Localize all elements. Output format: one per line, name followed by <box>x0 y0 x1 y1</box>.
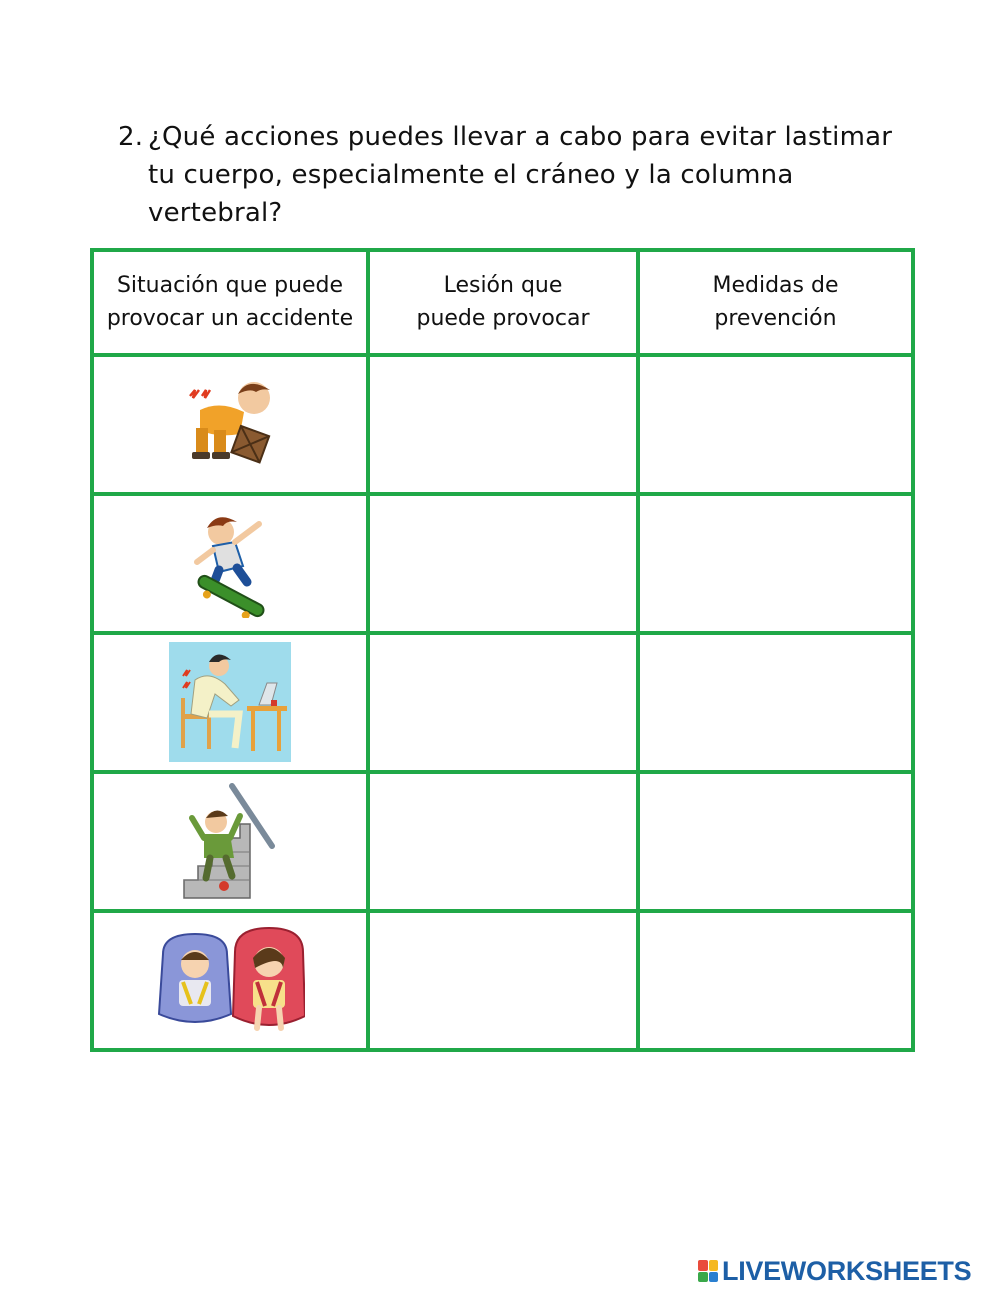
table-row <box>92 355 913 494</box>
table-row <box>92 633 913 772</box>
situation-image-cell <box>92 633 368 772</box>
brand-footer <box>698 1255 972 1286</box>
table-row <box>92 494 913 633</box>
medidas-input-cell[interactable] <box>638 911 913 1050</box>
lifting-box-back-pain-icon <box>180 374 280 474</box>
situation-image-cell <box>92 772 368 911</box>
skateboard-jump-icon <box>185 508 275 618</box>
answer-table <box>90 248 915 1052</box>
medidas-input-cell[interactable] <box>638 355 913 494</box>
lesion-input-cell[interactable] <box>368 633 638 772</box>
header-medidas: Medidas de prevención <box>638 250 913 355</box>
lesion-input-cell[interactable] <box>368 494 638 633</box>
situation-image-cell <box>92 911 368 1050</box>
table-row <box>92 772 913 911</box>
lesion-input-cell[interactable] <box>368 911 638 1050</box>
falling-down-stairs-icon <box>180 782 280 900</box>
lesion-input-cell[interactable] <box>368 355 638 494</box>
medidas-input-cell[interactable] <box>638 494 913 633</box>
medidas-input-cell[interactable] <box>638 772 913 911</box>
table-row <box>92 911 913 1050</box>
question-text: ¿Qué acciones puedes llevar a cabo para evitar lastimar tu cuerpo, especialmente el cráneo y la columna vertebral? <box>148 122 893 228</box>
brand-name: LIVEWORKSHEETS <box>722 1255 972 1286</box>
table-header-row <box>92 250 913 355</box>
header-lesion: Lesión que puede provocar <box>368 250 638 355</box>
lesion-input-cell[interactable] <box>368 772 638 911</box>
child-car-seats-icon <box>155 924 305 1036</box>
header-situacion: Situación que puede provocar un accidente <box>92 250 368 355</box>
question-number: 2. <box>118 122 144 152</box>
bad-posture-desk-icon <box>169 642 291 762</box>
medidas-input-cell[interactable] <box>638 633 913 772</box>
situation-image-cell <box>92 355 368 494</box>
situation-image-cell <box>92 494 368 633</box>
liveworksheets-logo-icon <box>698 1260 718 1282</box>
